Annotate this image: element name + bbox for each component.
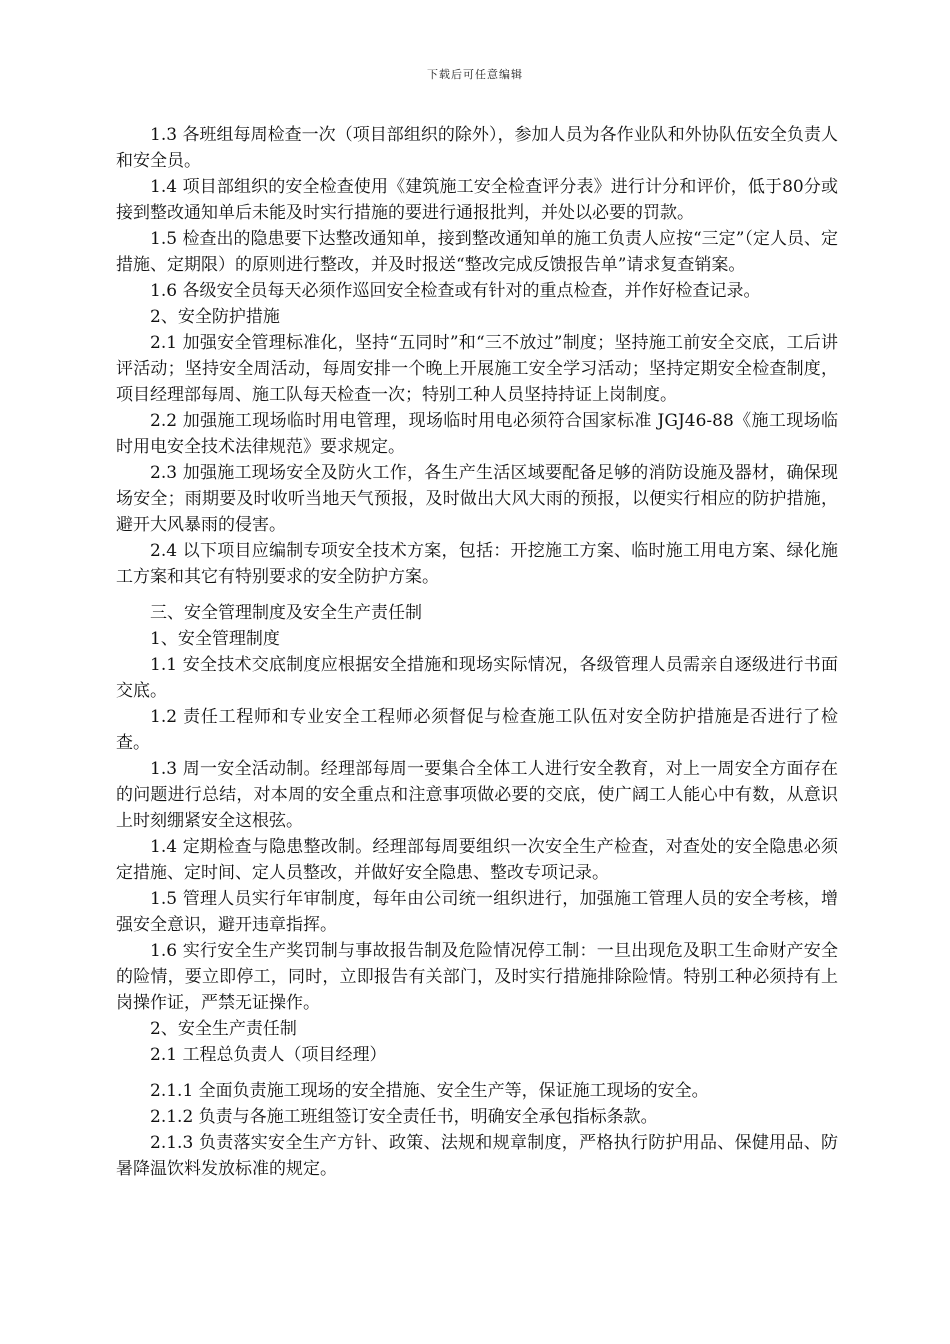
paragraph: 1.3 周一安全活动制。经理部每周一要集合全体工人进行安全教育，对上一周安全方面存在的问题进行总结，对本周的安全重点和注意事项做必要的交底，使广阔工人能心中有数，从意识上时刻绷紧安全这根弦。: [116, 759, 838, 831]
paragraph: 2.1 加强安全管理标准化，坚持“五同时”和“三不放过”制度；坚持施工前安全交底，工后讲评活动；坚持安全周活动，每周安排一个晚上开展施工安全学习活动；坚持定期安全检查制度，项目经理部每周、施工队每天检查一次；特别工种人员坚持持证上岗制度。: [116, 333, 838, 405]
paragraph: 1.5 管理人员实行年审制度，每年由公司统一组织进行，加强施工管理人员的安全考核，增强安全意识，避开违章指挥。: [116, 889, 838, 935]
paragraph: 1.2 责任工程师和专业安全工程师必须督促与检查施工队伍对安全防护措施是否进行了检查。: [116, 707, 838, 753]
paragraph: 1.5 检查出的隐患要下达整改通知单，接到整改通知单的施工负责人应按“三定”（定人员、定措施、定期限）的原则进行整改，并及时报送“整改完成反馈报告单”请求复查销案。: [116, 229, 838, 275]
paragraph: 1.1 安全技术交底制度应根据安全措施和现场实际情况，各级管理人员需亲自逐级进行书面交底。: [116, 655, 838, 701]
subsection-heading: 2.1 工程总负责人（项目经理）: [150, 1045, 387, 1065]
paragraph: 2.4 以下项目应编制专项安全技术方案，包括：开挖施工方案、临时施工用电方案、绿化施工方案和其它有特别要求的安全防护方案。: [116, 541, 838, 587]
paragraph: 1.3 各班组每周检查一次（项目部组织的除外），参加人员为各作业队和外协队伍安全负责人和安全员。: [116, 125, 838, 171]
paragraph: 2.1.2 负责与各施工班组签订安全责任书，明确安全承包指标条款。: [150, 1107, 658, 1127]
paragraph: 2.1.1 全面负责施工现场的安全措施、安全生产等，保证施工现场的安全。: [150, 1081, 709, 1101]
chapter-heading: 三、安全管理制度及安全生产责任制: [150, 603, 422, 623]
paragraph: 2.1.3 负责落实安全生产方针、政策、法规和规章制度，严格执行防护用品、保健用品、防暑降温饮料发放标准的规定。: [116, 1133, 838, 1179]
paragraph: 1.6 实行安全生产奖罚制与事故报告制及危险情况停工制：一旦出现危及职工生命财产安全的险情，要立即停工，同时，立即报告有关部门，及时实行措施排除险情。特别工种必须持有上岗操作证，严禁无证操作。: [116, 941, 838, 1013]
paragraph: 1.6 各级安全员每天必须作巡回安全检查或有针对的重点检查，并作好检查记录。: [150, 281, 761, 301]
section-heading: 1、安全管理制度: [150, 629, 280, 649]
paragraph: 2.2 加强施工现场临时用电管理，现场临时用电必须符合国家标准 JGJ46-88《施工现场临时用电安全技术法律规范》要求规定。: [116, 411, 838, 457]
paragraph: 2.3 加强施工现场安全及防火工作，各生产生活区域要配备足够的消防设施及器材，确保现场安全；雨期要及时收听当地天气预报，及时做出大风大雨的预报，以便实行相应的防护措施，避开大风暴雨的侵害。: [116, 463, 838, 535]
section-heading: 2、安全防护措施: [150, 307, 280, 327]
section-heading: 2、安全生产责任制: [150, 1019, 297, 1039]
paragraph: 1.4 定期检查与隐患整改制。经理部每周要组织一次安全生产检查，对查处的安全隐患必须定措施、定时间、定人员整改，并做好安全隐患、整改专项记录。: [116, 837, 838, 883]
document-body: [116, 122, 838, 1182]
page-header: 下载后可任意编辑: [427, 68, 523, 81]
paragraph: 1.4 项目部组织的安全检查使用《建筑施工安全检查评分表》进行计分和评价，低于80分或接到整改通知单后未能及时实行措施的要进行通报批判，并处以必要的罚款。: [116, 177, 838, 223]
